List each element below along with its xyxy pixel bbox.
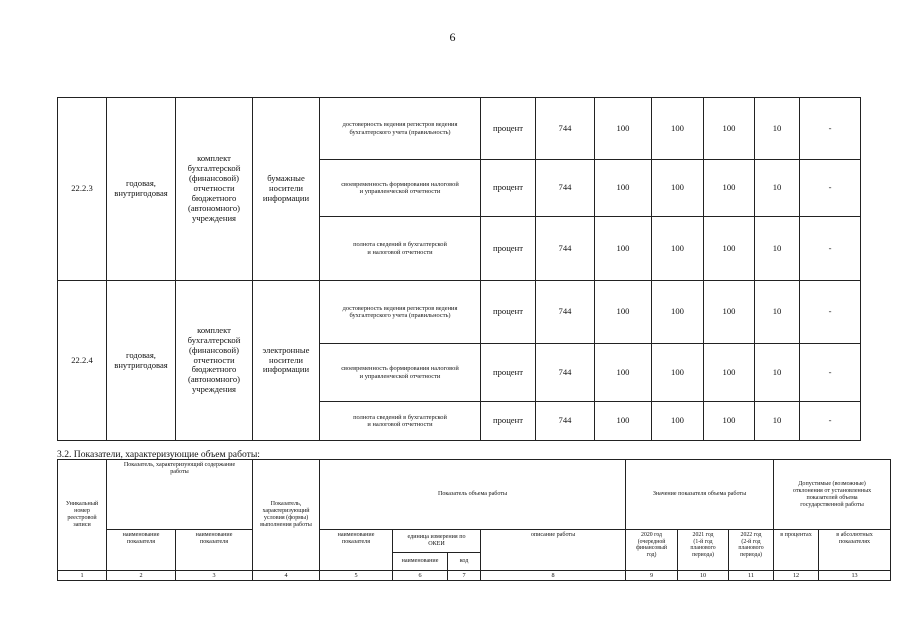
deviation-absolute: - [800,281,861,344]
unit-name: процент [481,160,536,217]
deviation-absolute: - [800,217,861,281]
column-number: 3 [176,571,253,581]
report-type [107,281,176,441]
unit-name: процент [481,217,536,281]
column-number: 10 [678,571,729,581]
value-2020: 100 [595,402,652,441]
unit-code: 744 [536,98,595,160]
work-conditions-text: бумажные носители информации [262,173,310,203]
indicator-name-text: своевременность формирования налоговой и управленческой отчетности [341,180,459,195]
value-2020: 100 [595,344,652,402]
value-2022: 100 [704,98,755,160]
value-2022: 100 [704,160,755,217]
header-okei-name: наименование [393,553,448,571]
header-2022 [729,530,774,571]
value-2021: 100 [652,98,704,160]
column-number: 11 [729,571,774,581]
deviation-percent: 10 [755,217,800,281]
column-number: 6 [393,571,448,581]
column-number: 1 [58,571,107,581]
header-content [107,460,253,530]
indicator-name-text: своевременность формирования налоговой и управленческой отчетности [341,365,459,380]
value-2020: 100 [595,217,652,281]
value-2021: 100 [652,160,704,217]
value-2020: 100 [595,160,652,217]
header-deviation-text: Допустимые (возможные) отклонения от установленных показателей объема государственной работы [792,480,872,508]
indicator-name [320,281,481,344]
unit-code: 744 [536,344,595,402]
value-2021: 100 [652,217,704,281]
header-content-text: Показатель, характеризующий содержание работы [123,462,236,475]
deviation-absolute: - [800,160,861,217]
header-2021-text: 2021 год (1-й год планового периода) [690,532,716,558]
unit-name: процент [481,402,536,441]
value-2021: 100 [652,402,704,441]
header-2020-text: 2020 год (очередной финансовый год) [636,532,667,558]
deviation-percent: 10 [755,281,800,344]
header-name-2 [176,530,253,571]
unit-code: 744 [536,402,595,441]
deviation-absolute: - [800,98,861,160]
deviation-percent: 10 [755,344,800,402]
value-2020: 100 [595,98,652,160]
report-type-text: годовая, внутригодовая [114,178,168,198]
registry-number: 22.2.3 [58,98,107,281]
page-number: 6 [449,30,456,44]
header-description: описание работы [481,530,626,571]
header-name-1 [107,530,176,571]
unit-code: 744 [536,281,595,344]
work-content-text: комплект бухгалтерской (финансовой) отчетности бюджетного (автономного) учреждения [187,324,241,395]
header-2021 [678,530,729,571]
unit-name: процент [481,344,536,402]
header-volume-name [320,530,393,571]
work-conditions [253,98,320,281]
table-row [58,98,861,160]
section-title: 3.2. Показатели, характеризующие объем работы: [57,449,260,460]
value-2022: 100 [704,402,755,441]
value-2022: 100 [704,344,755,402]
deviation-percent: 10 [755,160,800,217]
unit-code: 744 [536,160,595,217]
column-number: 5 [320,571,393,581]
value-2022: 100 [704,281,755,344]
work-conditions-text: электронные носители информации [262,344,310,375]
header-volume: Показатель объема работы [320,460,626,530]
volume-indicators-table [57,459,891,581]
indicator-name [320,98,481,160]
header-deviation [774,460,891,530]
indicator-name [320,344,481,402]
column-number: 9 [626,571,678,581]
header-unique-number-text: Уникальный номер реестровой записи [65,501,99,528]
value-2020: 100 [595,281,652,344]
work-conditions [253,281,320,441]
report-type [107,98,176,281]
indicator-name-text: полнота сведений в бухгалтерской и налоговой отчетности [353,241,447,256]
deviation-percent: 10 [755,98,800,160]
header-conditions-text: Показатель, характеризующий условия (формы) выполнения работы [260,501,312,528]
header-2020 [626,530,678,571]
indicator-name-text: достоверность ведения регистров ведения бухгалтерского учета (правильность) [342,304,458,319]
column-numbers-row [58,571,891,581]
column-number: 2 [107,571,176,581]
header-2022-text: 2022 год (2-й год планового периода) [738,532,764,558]
header-okei [393,530,481,553]
work-content [176,281,253,441]
deviation-absolute: - [800,402,861,441]
value-2021: 100 [652,281,704,344]
report-type-text: годовая, внутригодовая [114,349,168,370]
indicator-name-text: полнота сведений в бухгалтерской и налоговой отчетности [353,413,447,428]
header-conditions [253,460,320,571]
unit-name: процент [481,281,536,344]
table-header-row [58,460,891,530]
indicator-name [320,217,481,281]
column-number: 12 [774,571,819,581]
column-number: 4 [253,571,320,581]
header-absolute [819,530,891,571]
table-row [58,281,861,344]
header-absolute-text: в абсолютных показателях [836,532,873,545]
quality-indicators-table [57,97,861,441]
unit-name: процент [481,98,536,160]
deviation-absolute: - [800,344,861,402]
header-values: Значение показателя объема работы [626,460,774,530]
value-2021: 100 [652,344,704,402]
header-okei-text: единица измерения по ОКЕИ [407,534,466,547]
unit-code: 744 [536,217,595,281]
value-2022: 100 [704,217,755,281]
header-name-2-text: наименование показателя [195,532,233,545]
column-number: 8 [481,571,626,581]
indicator-name [320,402,481,441]
indicator-name-text: достоверность ведения регистров ведения бухгалтерского учета (правильность) [342,121,458,136]
header-percent: в процентах [774,530,819,571]
column-number: 13 [819,571,891,581]
registry-number: 22.2.4 [58,281,107,441]
header-unique-number [58,460,107,571]
header-name-1-text: наименование показателя [122,532,160,545]
header-volume-name-text: наименование показателя [337,532,375,545]
column-number: 7 [448,571,481,581]
table-header-row [58,530,891,553]
header-okei-code: код [448,553,481,571]
work-content-text: комплект бухгалтерской (финансовой) отчетности бюджетного (автономного) учреждения [187,153,241,223]
indicator-name [320,160,481,217]
work-content [176,98,253,281]
deviation-percent: 10 [755,402,800,441]
